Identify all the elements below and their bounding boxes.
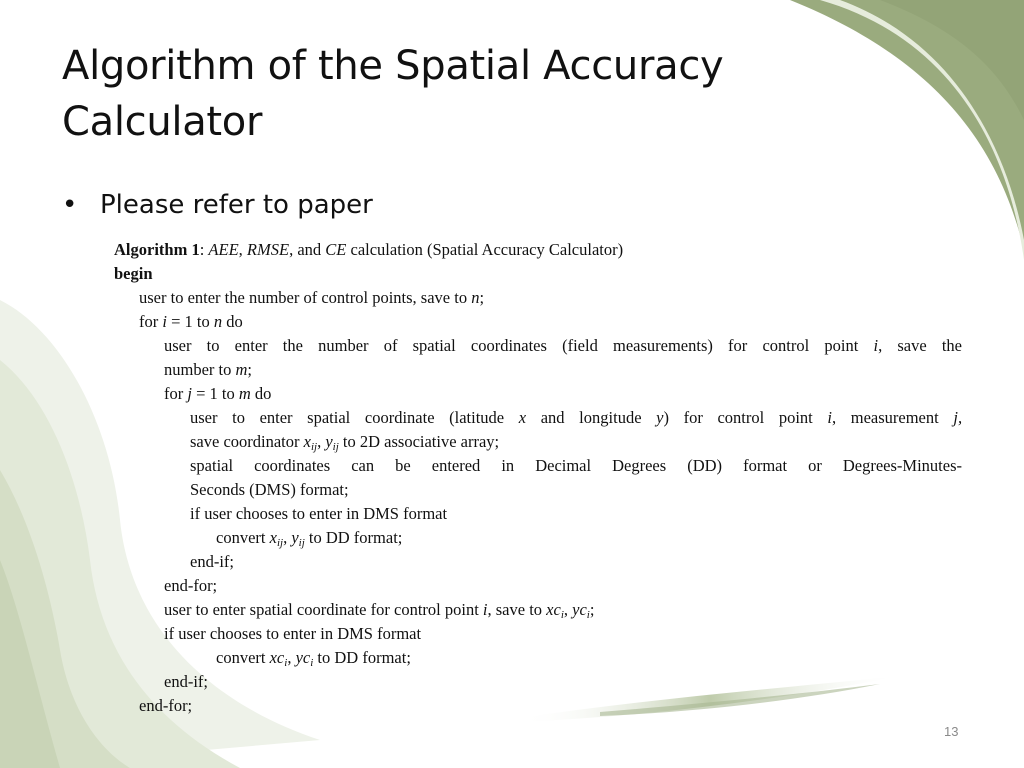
algorithm-line: save coordinator $x_{ij}$, $y_{ij}$ to 2D associative array; [190,432,500,453]
algorithm-block [114,238,962,718]
algorithm-line: convert $xc_i$, $yc_i$ to DD format; [216,648,411,669]
algorithm-begin: begin [114,264,153,283]
algorithm-line: for i = 1 to n do [139,312,243,331]
bullet-item [62,186,373,224]
algorithm-line: if user chooses to enter in DMS format [164,624,422,643]
bullet-marker: • [62,190,78,220]
algorithm-line: end-for; [164,576,218,595]
algorithm-line: if user chooses to enter in DMS format [190,504,448,523]
algorithm-line: for j = 1 to m do [164,384,272,403]
algorithm-line: end-if; [190,552,234,571]
algorithm-line: user to enter the number of control points, save to n; [139,288,485,307]
algorithm-line: Seconds (DMS) format; [190,480,349,499]
page-number: 13 [944,724,959,739]
algorithm-line: end-for; [139,696,193,715]
slide-title: Algorithm of the Spatial Accuracy Calculator [62,43,724,145]
algorithm-line: user to enter the number of spatial coordinates (field measurements) for control point i, save the [164,336,963,355]
algorithm-header: Algorithm 1: AEE, RMSE, and CE calculation (Spatial Accuracy Calculator) [114,240,624,259]
algorithm-line: end-if; [164,672,208,691]
algorithm-line: number to m; [164,360,253,379]
algorithm-line: user to enter spatial coordinate (latitude x and longitude y) for control point i, measurement j, [190,408,963,427]
algorithm-line: spatial coordinates can be entered in Decimal Degrees (DD) format or Degrees-Minutes- [190,456,962,475]
algorithm-line: user to enter spatial coordinate for control point i, save to $xc_i$, $yc_i$; [164,600,595,621]
algorithm-line: convert $x_{ij}$, $y_{ij}$ to DD format; [216,528,403,549]
bullet-text: Please refer to paper [100,190,373,220]
